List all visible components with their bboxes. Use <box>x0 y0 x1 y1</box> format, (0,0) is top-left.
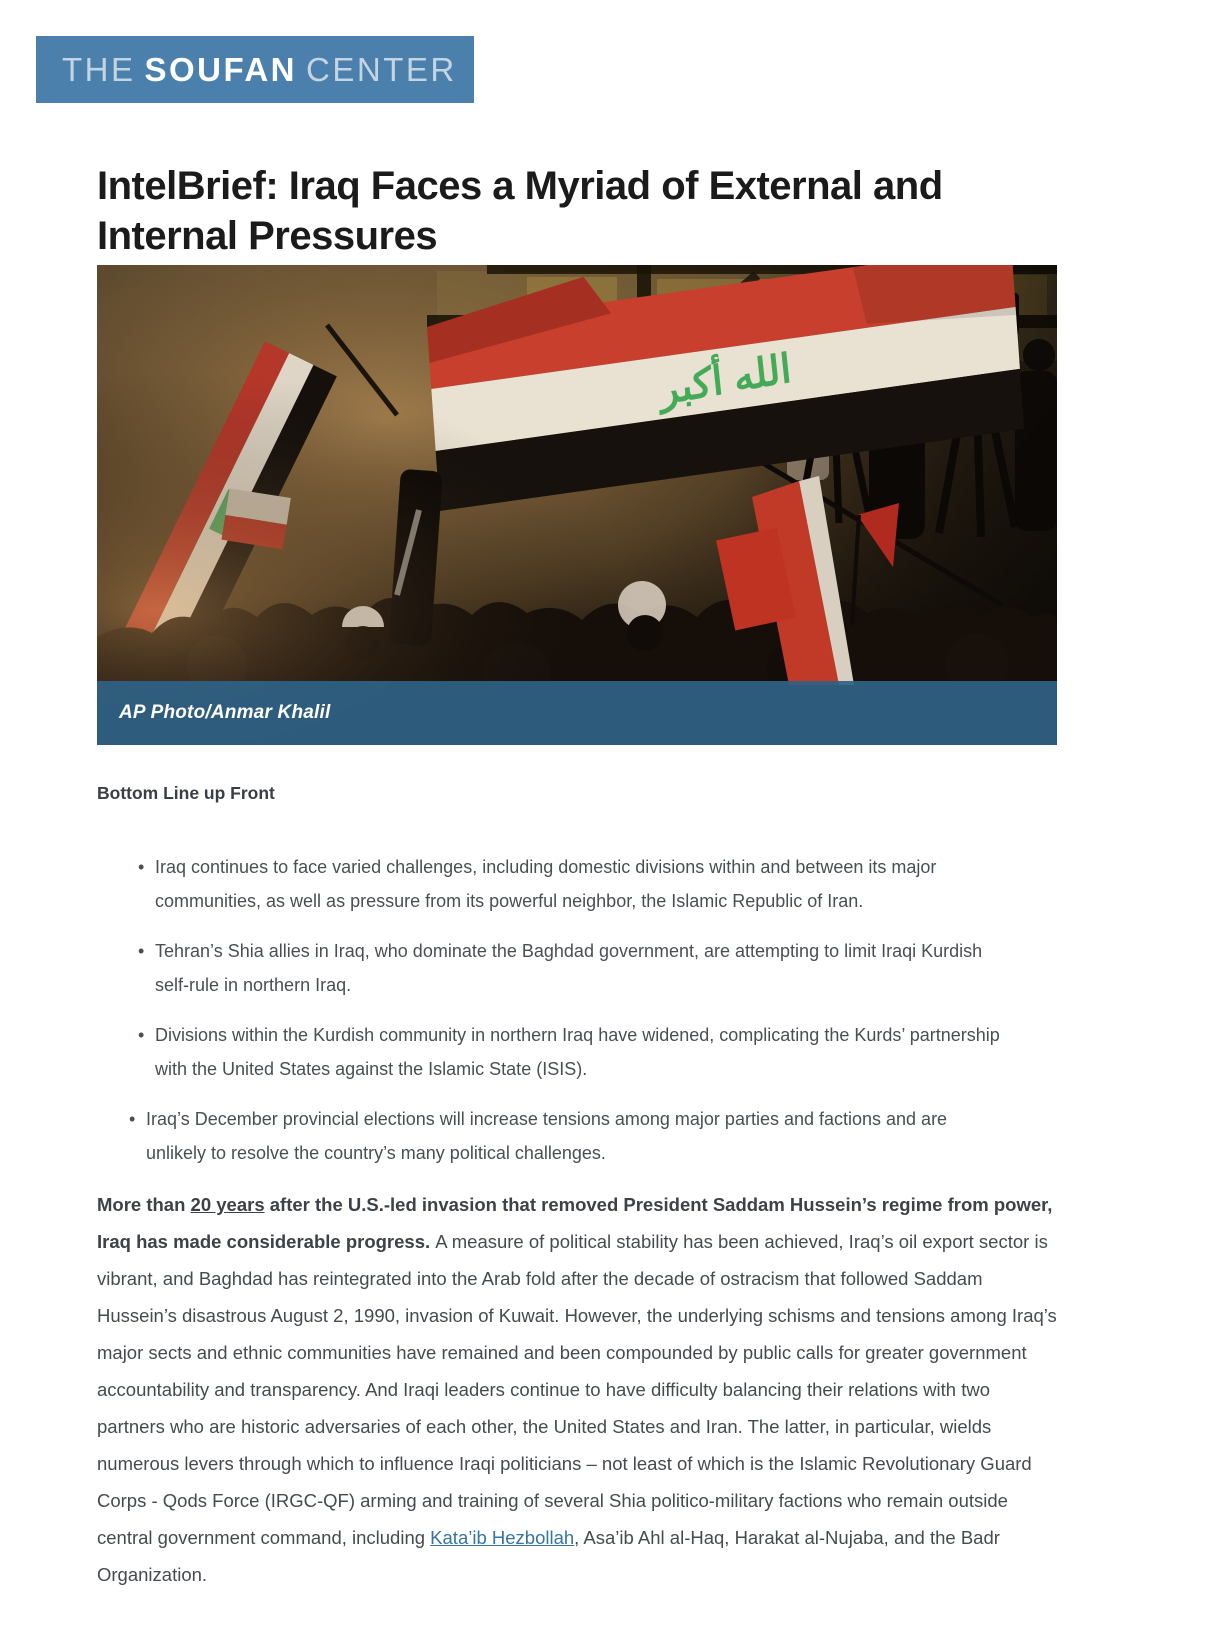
article-page <box>0 36 1205 1632</box>
lead-bold-text: after the U.S.-led invasion that removed President Saddam Hussein’s regime from power, Iraq has made considerable progress. <box>97 1194 1053 1252</box>
bullet-list <box>97 850 1057 1170</box>
page-title <box>97 161 1057 261</box>
photo-caption-text: AP Photo/Anmar Khalil <box>119 702 331 723</box>
list-item: • Iraq’s December provincial elections will increase tensions among major parties and factions and are unlikely to resolve the country’s many political challenges. <box>146 1102 1006 1170</box>
page-title-line1: IntelBrief: Iraq Faces a Myriad of External and <box>97 164 943 208</box>
body-text: A measure of political stability has been achieved, Iraq’s oil export sector is vibrant, and Baghdad has reintegrated into the Arab fold after the decade of ostracism that followed Saddam Hussein’s disastrous August 2, 1990, invasion of Kuwait. However, the underlying schisms and tensions among Iraq’s major sects and ethnic communities have remained and been compounded by public calls for greater government accountability and transparency. And Iraqi leaders continue to have difficulty balancing their relations with two partners who are historic adversaries of each other, the United States and Iran. The latter, in particular, wields numerous levers through which to influence Iraqi politicians – not least of which is the Islamic Revolutionary Guard Corps - Qods Force (IRGC-QF) arming and training of several Shia politico-military factions who remain outside central government command, including <box>97 1231 1057 1548</box>
section-heading: Bottom Line up Front <box>97 783 275 803</box>
article-paragraph <box>97 1186 1057 1593</box>
list-item: • Tehran’s Shia allies in Iraq, who dominate the Baghdad government, are attempting to limit Iraqi Kurdish self-rule in northern Iraq. <box>155 934 1015 1002</box>
photo-caption-bar <box>97 681 1057 745</box>
list-item: • Divisions within the Kurdish community in northern Iraq have widened, complicating the Kurds’ partnership with the United States against the Islamic State (ISIS). <box>155 1018 1015 1086</box>
list-item: • Iraq continues to face varied challenges, including domestic divisions within and between its major communities, as well as pressure from its powerful neighbor, the Islamic Republic of Iran. <box>155 850 1015 918</box>
brand-logo-banner[interactable] <box>36 36 474 103</box>
body-text: , Asa’ib Ahl al-Haq, Harakat al-Nujaba, and the Badr Organization. <box>97 1527 1000 1585</box>
page-title-line2: Internal Pressures <box>97 214 438 258</box>
hero-image <box>97 265 1057 745</box>
brand-word-the: THE <box>62 50 136 88</box>
brand-word-center: CENTER <box>306 50 457 88</box>
lead-bold-text: More than <box>97 1194 191 1215</box>
link-20-years[interactable]: 20 years <box>190 1194 265 1215</box>
hero-photo-scene <box>97 265 1057 745</box>
brand-word-soufan: SOUFAN <box>144 50 298 88</box>
link-kataib-hezbollah[interactable]: Kata’ib Hezbollah <box>430 1527 575 1548</box>
